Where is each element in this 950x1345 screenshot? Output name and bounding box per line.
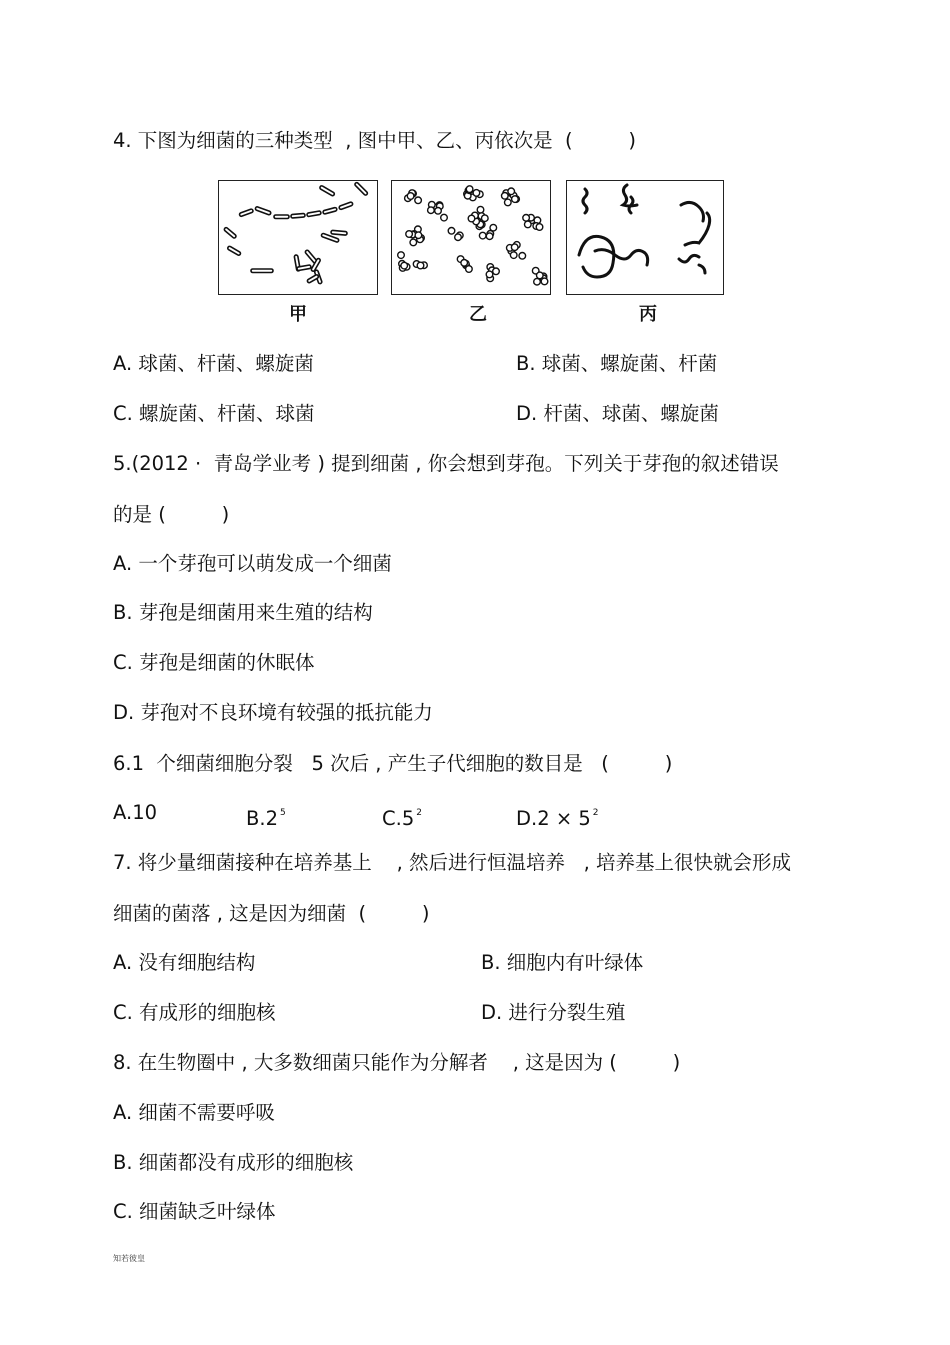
q6-option-b-exp: 5 (279, 808, 286, 818)
q6-option-c-exp: 2 (416, 808, 422, 818)
q5-option-d: D. 芽孢对不良环境有较强的抵抗能力 (113, 701, 433, 724)
q6-stem: 6.1 个细菌细胞分裂 5 次后 , 产生子代细胞的数目是 ( ) (113, 752, 673, 775)
q6-option-d-exp: 2 (592, 808, 599, 818)
q6-option-b-base: B.2 (246, 807, 278, 830)
q6-option-c-base: C.5 (382, 807, 415, 830)
caption-bing: 丙 (639, 304, 657, 325)
q5-option-a: A. 一个芽孢可以萌发成一个细菌 (113, 552, 392, 575)
q4-option-d: D. 杆菌、球菌、螺旋菌 (516, 402, 719, 425)
footer-text: 知若彼皇 (113, 1254, 145, 1263)
q7-option-d: D. 进行分裂生殖 (481, 1001, 626, 1024)
caption-yi: 乙 (469, 304, 487, 325)
q7-option-b: B. 细胞内有叶绿体 (481, 951, 644, 974)
q7-stem-line1: 7. 将少量细菌接种在培养基上 , 然后进行恒温培养 , 培养基上很快就会形成 (113, 851, 791, 874)
panel-rod-bacteria (218, 180, 378, 295)
q6-option-b (246, 801, 286, 831)
q5-stem-line1: 5.(2012 · 青岛学业考 ) 提到细菌 , 你会想到芽孢。下列关于芽孢的叙述错误 (113, 452, 779, 475)
q8-option-b: B. 细菌都没有成形的细胞核 (113, 1151, 354, 1174)
q6-option-a: A.10 (113, 801, 158, 824)
q4-option-c: C. 螺旋菌、杆菌、球菌 (113, 402, 315, 425)
q4-stem: 4. 下图为细菌的三种类型 , 图中甲、乙、丙依次是 ( ) (113, 129, 636, 152)
q7-stem-line2: 细菌的菌落 , 这是因为细菌 ( ) (113, 902, 430, 925)
q5-stem-line2: 的是 ( ) (113, 503, 230, 526)
q8-stem: 8. 在生物圈中 , 大多数细菌只能作为分解者 , 这是因为 ( ) (113, 1051, 681, 1074)
q8-option-c: C. 细菌缺乏叶绿体 (113, 1200, 276, 1223)
caption-jia: 甲 (289, 304, 307, 325)
q5-option-c: C. 芽孢是细菌的休眠体 (113, 651, 315, 674)
q4-option-a: A. 球菌、杆菌、螺旋菌 (113, 352, 314, 375)
q7-option-c: C. 有成形的细胞核 (113, 1001, 276, 1024)
q6-option-d (516, 801, 599, 831)
q4-option-b: B. 球菌、螺旋菌、杆菌 (516, 352, 718, 375)
panel-cocci-bacteria (391, 180, 551, 295)
bacteria-figure (218, 180, 726, 325)
panel-spiral-bacteria (566, 180, 724, 295)
q5-option-b: B. 芽孢是细菌用来生殖的结构 (113, 601, 373, 624)
q6-option-c (382, 801, 422, 831)
q7-option-a: A. 没有细胞结构 (113, 951, 256, 974)
q6-option-d-base: D.2 × 5 (516, 807, 591, 830)
q8-option-a: A. 细菌不需要呼吸 (113, 1101, 275, 1124)
